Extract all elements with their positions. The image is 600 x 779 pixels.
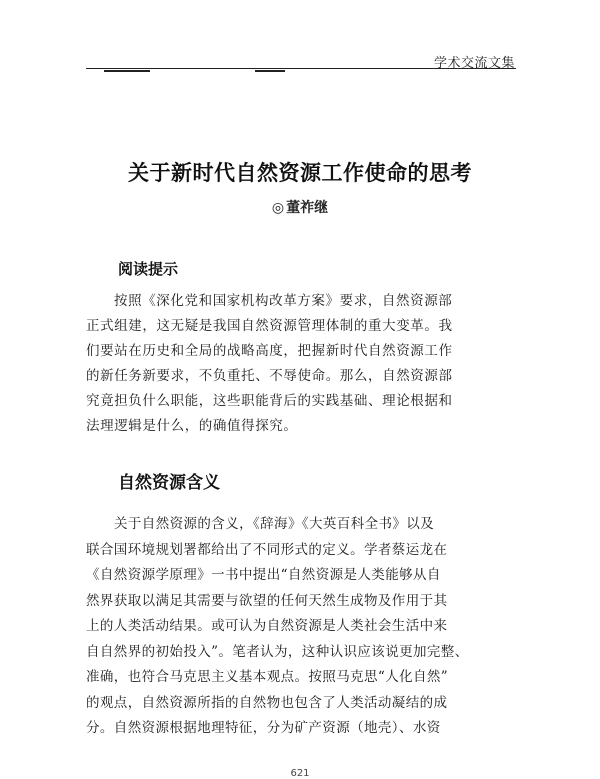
article-title: 关于新时代自然资源工作使命的思考 xyxy=(128,161,472,185)
header-rule-accent xyxy=(104,70,150,72)
paragraph-line: 按照《深化党和国家机构改革方案》要求，自然资源部 xyxy=(114,293,453,309)
paragraph-line: 联合国环境规划署都给出了不同形式的定义。学者蔡运龙在 xyxy=(86,541,448,558)
author-name: 董祚继 xyxy=(286,200,329,216)
paragraph-line: 自自然界的初始投入”。笔者认为，这种认识应该说更加完整、 xyxy=(86,643,469,660)
paragraph-line: 的新任务新要求，不负重托、不辱使命。那么，自然资源部 xyxy=(86,368,453,384)
paragraph-line: 然界获取以满足其需要与欲望的任何天然生成物及作用于其 xyxy=(86,592,448,609)
paragraph-line: 法理逻辑是什么，的确值得探究。 xyxy=(86,418,298,434)
paragraph-line: 分。自然资源根据地理特征，分为矿产资源（地壳）、水资 xyxy=(86,720,441,736)
reading-tips-paragraph xyxy=(86,289,516,439)
section-meaning-paragraph xyxy=(86,512,516,742)
paragraph-line: 《自然资源学原理》一书中提出“自然资源是人类能够从自 xyxy=(86,567,441,583)
paragraph-line: 究竟担负什么职能，这些职能背后的实践基础、理论根据和 xyxy=(86,393,453,409)
paragraph-line: 准确，也符合马克思主义基本观点。按照马克思“人化自然” xyxy=(86,669,449,685)
reading-tips-heading: 阅读提示 xyxy=(118,260,179,278)
paragraph-line: 的观点，自然资源所指的自然物也包含了人类活动凝结的成 xyxy=(86,694,448,711)
paragraph-line: 关于自然资源的含义，《辞海》《大英百科全书》以及 xyxy=(114,516,435,532)
paragraph-line: 们要站在历史和全局的战略高度，把握新时代自然资源工作 xyxy=(86,343,453,359)
author-line xyxy=(0,197,600,217)
header-rule-accent-2 xyxy=(255,70,285,72)
author-mark-icon: ◎ xyxy=(271,200,285,216)
section-heading-meaning: 自然资源含义 xyxy=(118,473,220,493)
running-header-tag: 学术交流文集 xyxy=(433,56,515,71)
paragraph-line: 上的人类活动结果。或可认为自然资源是人类社会生活中来 xyxy=(86,618,448,634)
header-rule xyxy=(86,68,516,69)
paragraph-line: 正式组建，这无疑是我国自然资源管理体制的重大变革。我 xyxy=(86,318,453,334)
page-number: 621 xyxy=(290,768,310,779)
